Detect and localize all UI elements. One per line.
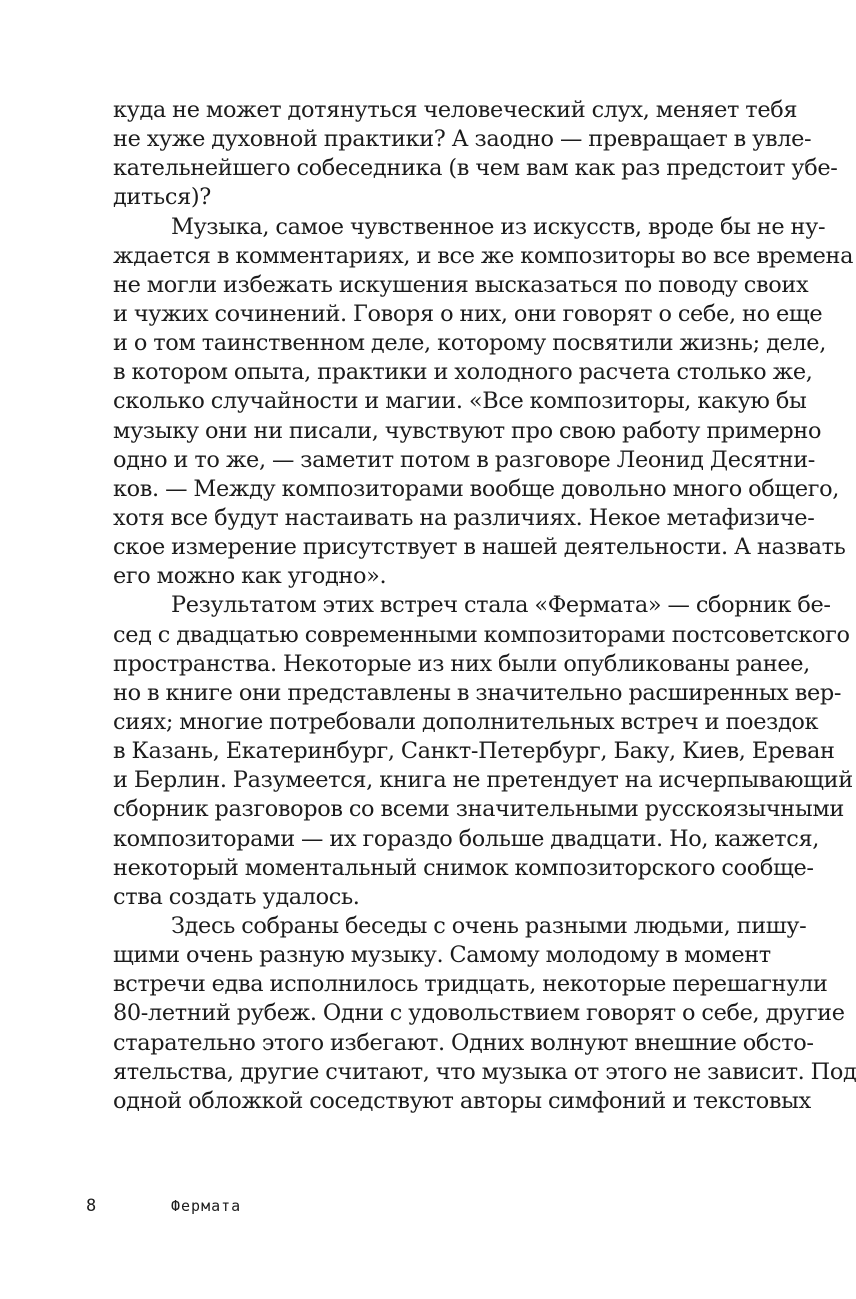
text-line: в Казань, Екатеринбург, Санкт-Петербург, Баку, Киев, Ереван	[113, 738, 835, 765]
text-line: некоторый моментальный снимок композиторского сообще-	[113, 854, 814, 881]
text-line: ства создать удалось.	[113, 883, 360, 910]
text-line: не хуже духовной практики? А заодно — превращает в увле-	[113, 126, 812, 153]
text-line: Результатом этих встреч стала «Фермата» — сборник бе-	[171, 592, 831, 619]
text-line: композиторами — их гораздо больше двадцати. Но, кажется,	[113, 825, 819, 852]
text-line: ков. — Между композиторами вообще довольно много общего,	[113, 475, 840, 502]
text-line: Здесь собраны беседы с очень разными людьми, пишу-	[171, 912, 807, 939]
text-line: Музыка, самое чувственное из искусств, вроде бы не ну-	[171, 213, 826, 240]
text-line: сед с двадцатью современными композиторами постсоветского	[113, 621, 850, 648]
text-line: и Берлин. Разумеется, книга не претендует на исчерпывающий	[113, 767, 853, 794]
text-line: его можно как угодно».	[113, 563, 387, 590]
text-line: одной обложкой соседствуют авторы симфоний и текстовых	[113, 1087, 811, 1114]
text-line: и чужих сочинений. Говоря о них, они говорят о себе, но еще	[113, 300, 823, 327]
text-line: одно и то же, — заметит потом в разговоре Леонид Десятни-	[113, 446, 816, 473]
text-line: сиях; многие потребовали дополнительных встреч и поездок	[113, 708, 819, 735]
text-line: не могли избежать искушения высказаться по поводу своих	[113, 271, 809, 298]
text-line: 80-летний рубеж. Одни с удовольствием говорят о себе, другие	[113, 1000, 845, 1027]
text-line: музыку они ни писали, чувствуют про свою работу примерно	[113, 417, 822, 444]
text-line: пространства. Некоторые из них были опубликованы ранее,	[113, 650, 810, 677]
running-title: Фермата	[171, 1197, 242, 1215]
text-line: куда не может дотянуться человеческий слух, меняет тебя	[113, 97, 798, 123]
text-line: щими очень разную музыку. Самому молодому в момент	[113, 942, 771, 969]
text-line: ятельства, другие считают, что музыка от этого не зависит. Под	[113, 1058, 856, 1085]
page-number: 8	[86, 1196, 97, 1216]
text-line: сколько случайности и магии. «Все композиторы, какую бы	[113, 388, 807, 415]
text-line: старательно этого избегают. Одних волнуют внешние обсто-	[113, 1029, 814, 1056]
text-line: диться)?	[113, 184, 211, 211]
text-line: встречи едва исполнилось тридцать, некоторые перешагнули	[113, 971, 828, 998]
text-line: сборник разговоров со всеми значительными русскоязычными	[113, 796, 844, 823]
text-line: хотя все будут настаивать на различиях. Некое метафизиче-	[113, 504, 815, 531]
text-line: в котором опыта, практики и холодного расчета столько же,	[113, 359, 813, 386]
body-text	[113, 96, 856, 1116]
text-line: и о том таинственном деле, которому посвятили жизнь; деле,	[113, 330, 826, 357]
text-line: но в книге они представлены в значительно расширенных вер-	[113, 679, 842, 706]
text-line: ждается в комментариях, и все же композиторы во все времена	[113, 242, 854, 269]
text-line: ское измерение присутствует в нашей деятельности. А назвать	[113, 534, 846, 561]
text-line: кательнейшего собеседника (в чем вам как раз предстоит убе-	[113, 155, 838, 182]
